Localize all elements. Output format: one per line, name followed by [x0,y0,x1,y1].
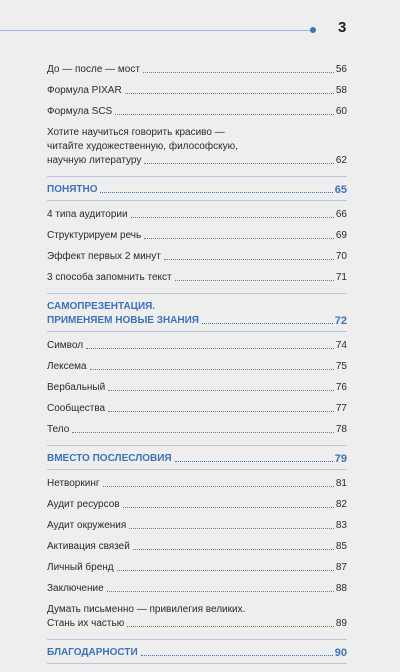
toc-entry-title: Формула SCS [47,106,113,117]
dot-leader [175,280,334,281]
toc-entry[interactable] [47,230,347,242]
toc-entry-page: 66 [335,209,347,220]
toc-entry[interactable] [47,583,347,595]
toc-entry-page: 76 [335,382,347,393]
toc-entry-title: Структурируем речь [47,230,142,241]
toc-entry-page: 77 [335,403,347,414]
toc-entry-title: Сообщества [47,403,106,414]
toc-entry-page: 71 [335,272,347,283]
dot-leader [143,72,334,73]
toc-entry-title: Личный бренд [47,562,114,573]
toc-entry[interactable] [47,424,347,436]
toc-entry[interactable] [47,478,347,490]
section-divider [47,331,347,332]
toc-entry[interactable] [47,251,347,263]
toc-entry-title: Аудит ресурсов [47,499,120,510]
toc-entry-title: Активация связей [47,541,130,552]
section-divider [47,639,347,640]
toc-entry[interactable] [47,604,347,630]
dot-leader [129,528,334,529]
toc-entry[interactable] [47,127,347,167]
toc-entry-page: 62 [335,155,347,166]
toc-entry-page: 58 [335,85,347,96]
header-rule [0,30,312,31]
dot-leader [202,323,333,324]
toc-entry-title: Символ [47,340,84,351]
dot-leader [133,549,334,550]
toc-entry-title: Тело [47,424,70,435]
toc-section-title: ВМЕСТО ПОСЛЕСЛОВИЯ [47,453,172,464]
toc-entry-page: 74 [335,340,347,351]
toc-entry[interactable] [47,541,347,553]
dot-leader [108,411,334,412]
toc-entry-page: 69 [335,230,347,241]
toc-section-title-line: САМОПРЕЗЕНТАЦИЯ. [47,301,156,312]
toc-entry-title: Лексема [47,361,87,372]
dot-leader [164,259,334,260]
toc-entry-page: 60 [335,106,347,117]
toc-section-page: 79 [334,453,347,465]
dot-leader [115,114,334,115]
toc-entry-page: 87 [335,562,347,573]
toc-entry-title: 3 способа запомнить текст [47,272,172,283]
toc-entry[interactable] [47,403,347,415]
toc-entry[interactable] [47,272,347,284]
toc-entry-title: Стань их частью [47,618,125,629]
toc-entry-page: 88 [335,583,347,594]
section-divider [47,663,347,664]
dot-leader [141,655,333,656]
toc-entry-title: Заключение [47,583,104,594]
dot-leader [72,432,334,433]
toc-entry[interactable] [47,361,347,373]
page-number: 3 [338,19,347,36]
toc-entry-title: Вербальный [47,382,106,393]
toc-entry[interactable] [47,562,347,574]
toc-entry-page: 89 [335,618,347,629]
toc-entry-page: 75 [335,361,347,372]
toc-entry[interactable] [47,520,347,532]
toc-entry-title-line: читайте художественную, философскую, [47,141,238,152]
toc-entry-page: 85 [335,541,347,552]
toc-section-title: ПРИМЕНЯЕМ НОВЫЕ ЗНАНИЯ [47,315,199,326]
dot-leader [108,390,334,391]
toc-entry-title: 4 типа аудитории [47,209,128,220]
toc-entry-title-line: Думать письменно — привилегия великих. [47,604,246,615]
toc-entry-title: Аудит окружения [47,520,127,531]
toc-section-page: 65 [334,184,347,196]
toc-entry-title: До — после — мост [47,64,140,75]
toc-section-title: ПОНЯТНО [47,184,98,195]
section-divider [47,469,347,470]
toc-entry-page: 83 [335,520,347,531]
dot-leader [117,570,334,571]
section-divider [47,200,347,201]
toc-entry[interactable] [47,499,347,511]
toc-section-title: БЛАГОДАРНОСТИ [47,647,138,658]
toc-entry-title: научную литературу [47,155,142,166]
dot-leader [86,348,334,349]
toc-entry[interactable] [47,382,347,394]
toc-section[interactable] [47,184,347,196]
dot-leader [127,626,334,627]
toc-entry-title-line: Хотите научиться говорить красиво — [47,127,225,138]
section-divider [47,445,347,446]
toc-entry[interactable] [47,340,347,352]
toc-entry-page: 82 [335,499,347,510]
toc-section[interactable] [47,301,347,327]
dot-leader [131,217,334,218]
dot-leader [175,461,333,462]
dot-leader [144,163,334,164]
dot-leader [107,591,334,592]
section-divider [47,176,347,177]
toc-entry-page: 70 [335,251,347,262]
dot-leader [103,486,334,487]
toc-entry[interactable] [47,64,347,76]
page-header [0,0,400,60]
toc-entry[interactable] [47,85,347,97]
dot-leader [90,369,334,370]
dot-leader [100,192,332,193]
toc-entry-page: 78 [335,424,347,435]
toc-section-page: 72 [334,315,347,327]
toc-entry[interactable] [47,106,347,118]
toc-entry-title: Формула PIXAR [47,85,122,96]
dot-leader [144,238,334,239]
toc-section[interactable] [47,647,347,659]
table-of-contents [47,64,347,672]
toc-entry[interactable] [47,209,347,221]
header-dot [310,27,316,33]
toc-entry-title: Нетворкинг [47,478,100,489]
section-divider [47,293,347,294]
dot-leader [125,93,334,94]
toc-section[interactable] [47,453,347,465]
toc-entry-page: 81 [335,478,347,489]
dot-leader [123,507,334,508]
toc-entry-title: Эффект первых 2 минут [47,251,161,262]
toc-section-page: 90 [334,647,347,659]
toc-entry-page: 56 [335,64,347,75]
